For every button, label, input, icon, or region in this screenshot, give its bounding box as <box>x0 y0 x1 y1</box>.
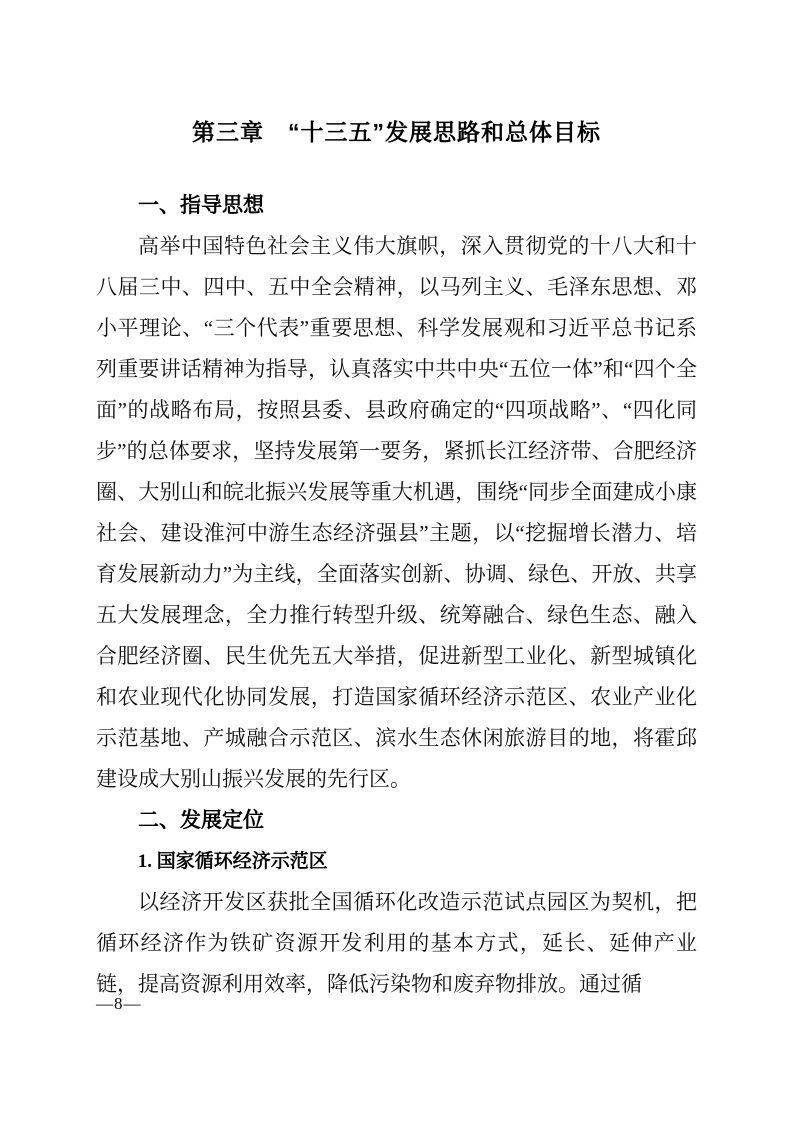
subsection-heading-circular-economy-zone: 1. 国家循环经济示范区 <box>137 851 328 872</box>
page-number: —8— <box>96 994 142 1013</box>
paragraph-circular-economy-zone: 以经济开发区获批全国循环化改造示范试点园区为契机，把循环经济作为铁矿资源开发利用的基本方式，延长、延伸产业链，提高资源利用效率，降低污染物和废弃物排放。通过循 <box>96 890 697 996</box>
section-heading-guiding-ideology: 一、指导思想 <box>138 194 264 217</box>
paragraph-guiding-ideology: 高举中国特色社会主义伟大旗帜，深入贯彻党的十八大和十八届三中、四中、五中全会精神，以马列主义、毛泽东思想、邓小平理论、“三个代表”重要思想、科学发展观和习近平总书记系列重要讲话精神为指导，认真落实中共中央“五位一体”和“四个全面”的战略布局，按照县委、县政府确定的“四项战略”、“四化同步”的总体要求，坚持发展第一要务，紧抓长江经济带、合肥经济圈、大别山和皖北振兴发展等重大机遇，围绕“同步全面建成小康社会、建设淮河中游生态经济强县”主题，以“挖掘增长潜力、培育发展新动力”为主线，全面落实创新、协调、绿色、开放、共享五大发展理念，全力推行转型升级、统筹融合、绿色生态、融入合肥经济圈、民生优先五大举措，促进新型工业化、新型城镇化和农业现代化协同发展，打造国家循环经济示范区、农业产业化示范基地、产城融合示范区、滨水生态休闲旅游目的地，将霍邱建设成大别山振兴发展的先行区。 <box>96 234 697 791</box>
section-heading-development-positioning: 二、发展定位 <box>138 809 264 832</box>
chapter-title: 第三章 “十三五”发展思路和总体目标 <box>192 119 601 145</box>
